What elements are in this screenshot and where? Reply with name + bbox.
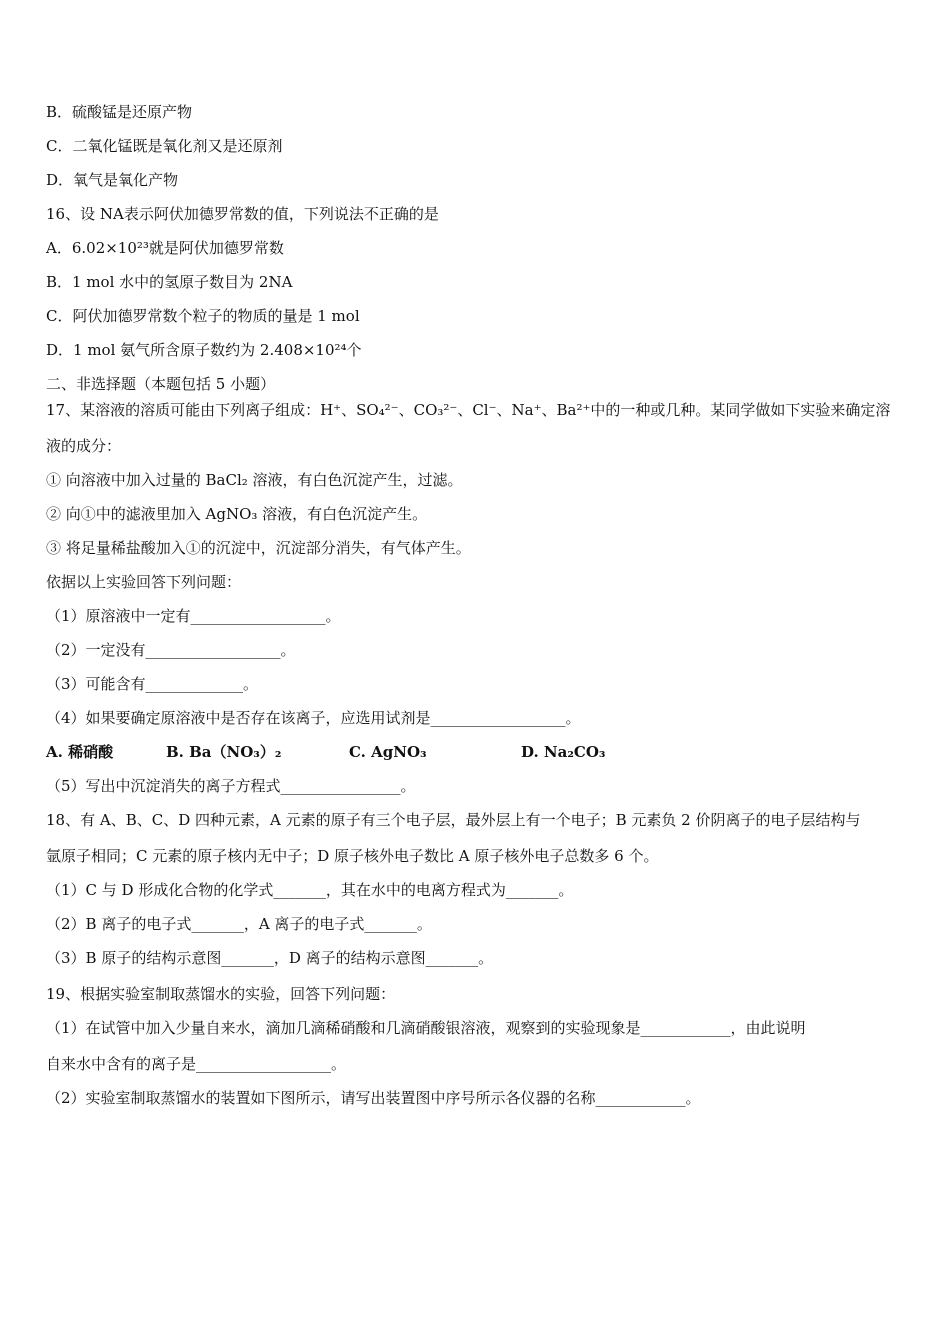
q16-option-d: D．1 mol 氨气所含原子数约为 2.408×10²⁴个 xyxy=(46,341,362,359)
q17-option-d: D. Na₂CO₃ xyxy=(521,743,606,761)
q16-stem: 16、设 NA表示阿伏加德罗常数的值，下列说法不正确的是 xyxy=(46,205,439,223)
q15-option-c: C．二氧化锰既是氧化剂又是还原剂 xyxy=(46,137,283,155)
q18-stem-line2: 氩原子相同；C 元素的原子核内无中子；D 原子核外电子数比 A 原子核外电子总数多 6 个。 xyxy=(46,847,659,865)
q17-part5: （5）写出中沉淀消失的离子方程式________________。 xyxy=(46,777,416,795)
q15-option-d: D．氧气是氧化产物 xyxy=(46,171,179,189)
q17-option-a: A. 稀硝酸 xyxy=(46,743,114,761)
q17-option-b: B. Ba（NO₃）₂ xyxy=(166,743,282,761)
q17-intro: 依据以上实验回答下列问题： xyxy=(46,573,242,591)
q16-option-c: C．阿伏加德罗常数个粒子的物质的量是 1 mol xyxy=(46,307,360,325)
q18-part3: （3）B 原子的结构示意图_______，D 离子的结构示意图_______。 xyxy=(46,949,494,967)
section-heading: 二、非选择题（本题包括 5 小题） xyxy=(46,375,276,393)
q16-option-b: B．1 mol 水中的氢原子数目为 2NA xyxy=(46,273,293,291)
q19-part1-line1: （1）在试管中加入少量自来水，滴加几滴稀硝酸和几滴硝酸银溶液，观察到的实验现象是____________，由此说明 xyxy=(46,1019,806,1037)
q19-part2: （2）实验室制取蒸馏水的装置如下图所示，请写出装置图中序号所示各仪器的名称____________。 xyxy=(46,1089,701,1107)
q18-part2: （2）B 离子的电子式_______，A 离子的电子式_______。 xyxy=(46,915,432,933)
q17-step1: ① 向溶液中加入过量的 BaCl₂ 溶液，有白色沉淀产生，过滤。 xyxy=(46,471,463,489)
q17-step2: ② 向①中的滤液里加入 AgNO₃ 溶液，有白色沉淀产生。 xyxy=(46,505,428,523)
q17-part4: （4）如果要确定原溶液中是否存在该离子，应选用试剂是__________________。 xyxy=(46,709,581,727)
q17-part3: （3）可能含有_____________。 xyxy=(46,675,259,693)
q17-step3: ③ 将足量稀盐酸加入①的沉淀中，沉淀部分消失，有气体产生。 xyxy=(46,539,471,557)
q18-part1: （1）C 与 D 形成化合物的化学式_______，其在水中的电离方程式为_______。 xyxy=(46,881,574,899)
q19-stem: 19、根据实验室制取蒸馏水的实验，回答下列问题： xyxy=(46,985,396,1003)
q17-part2: （2）一定没有__________________。 xyxy=(46,641,296,659)
q17-part1: （1）原溶液中一定有__________________。 xyxy=(46,607,341,625)
q19-part1-line2: 自来水中含有的离子是__________________。 xyxy=(46,1055,347,1073)
q17-option-c: C. AgNO₃ xyxy=(349,743,427,761)
q17-stem-line2: 液的成分： xyxy=(46,437,122,455)
q15-option-b: B．硫酸锰是还原产物 xyxy=(46,103,193,121)
q17-stem-line1: 17、某溶液的溶质可能由下列离子组成：H⁺、SO₄²⁻、CO₃²⁻、Cl⁻、Na⁺、Ba²⁺中的一种或几种。某同学做如下实验来确定溶 xyxy=(46,401,891,419)
q18-stem-line1: 18、有 A、B、C、D 四种元素，A 元素的原子有三个电子层，最外层上有一个电子；B 元素负 2 价阴离子的电子层结构与 xyxy=(46,811,861,829)
q16-option-a: A．6.02×10²³就是阿伏加德罗常数 xyxy=(46,239,284,257)
